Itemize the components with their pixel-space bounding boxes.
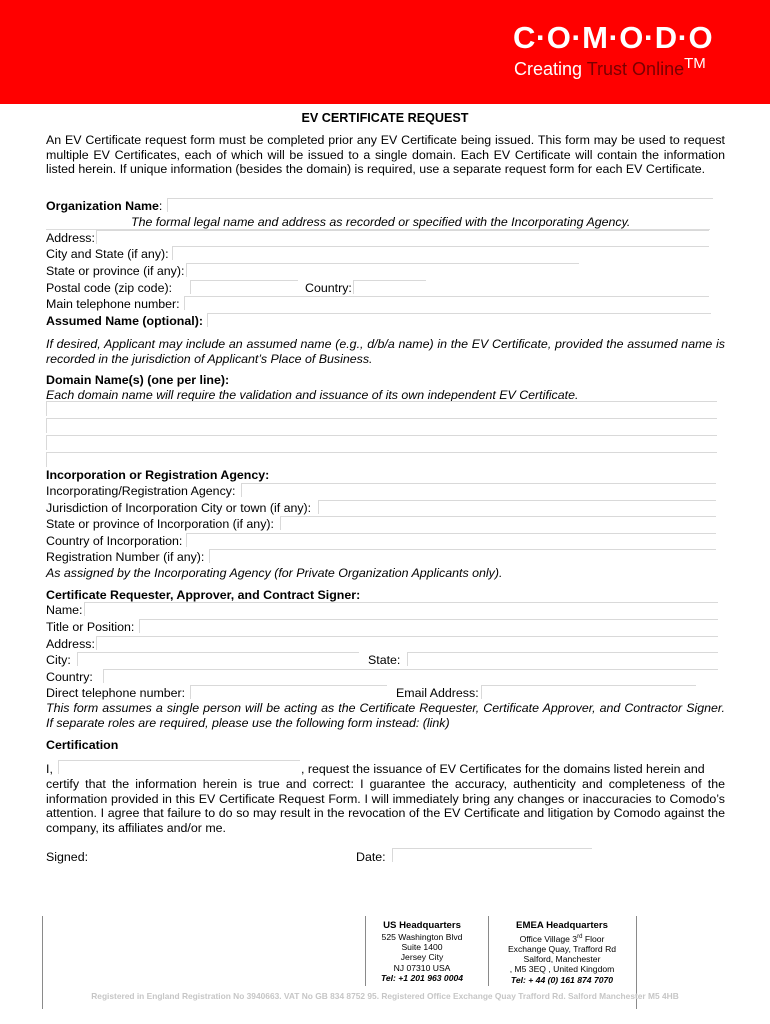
us-hq-line: 525 Washington Blvd	[381, 932, 463, 942]
form-title: EV CERTIFICATE REQUEST	[301, 111, 469, 125]
incorporation-heading: Incorporation or Registration Agency:	[46, 468, 270, 482]
requester-country-field[interactable]	[103, 669, 718, 683]
certification-body: certify that the information herein is true and correct: I guarantee the accuracy, authenticity and completeness of the information provided in this EV Certificate Request Form. I will immediately bring any changes or inaccuracies to Comodo’s attention. I agree that failure to do so may result in the revocation of the EV Certificate and litigation by Comodo against the company, its affiliates and/or me.	[46, 777, 725, 835]
header-banner	[0, 0, 770, 104]
direct-phone-label: Direct telephone number:	[46, 686, 186, 700]
certification-name-field[interactable]	[58, 760, 300, 774]
date-field[interactable]	[392, 848, 592, 862]
requester-state-field[interactable]	[407, 652, 718, 666]
incorporation-country-field[interactable]	[186, 533, 716, 547]
emea-hq-line: Office Village 3rd Floor	[519, 933, 605, 944]
registration-number-field[interactable]	[209, 549, 716, 563]
incorporation-province-label: State or province of Incorporation (if any):	[46, 517, 274, 531]
city-state-field[interactable]	[172, 246, 709, 260]
domain-field-1[interactable]	[46, 401, 717, 416]
emea-hq-tel: Tel: + 44 (0) 161 874 7070	[510, 974, 614, 985]
requester-city-field[interactable]	[77, 652, 359, 666]
domain-field-3[interactable]	[46, 435, 717, 450]
emea-hq-line: Salford, Manchester	[523, 954, 601, 965]
us-hq-line: Suite 1400	[401, 942, 443, 953]
requester-title-label: Title or Position:	[46, 620, 135, 634]
organization-name-field[interactable]	[167, 198, 713, 212]
us-hq-heading: US Headquarters	[383, 920, 461, 931]
incorporation-province-field[interactable]	[280, 516, 716, 530]
domain-field-2[interactable]	[46, 418, 717, 433]
postal-code-label: Postal code (zip code):	[46, 281, 173, 295]
us-hq-line: NJ 07310 USA	[393, 962, 451, 973]
requester-name-label: Name:	[46, 603, 83, 617]
comodo-logo: C·O·M·O·D·O	[513, 20, 714, 55]
address-label: Address:	[46, 231, 95, 245]
assumed-name-field[interactable]	[207, 313, 711, 327]
postal-code-field[interactable]	[190, 280, 298, 294]
assumed-name-label: Assumed Name (optional):	[46, 314, 203, 328]
agency-label: Incorporating/Registration Agency:	[46, 484, 236, 498]
requester-note: This form assumes a single person will be acting as the Certificate Requester, Certificate Approver, and Contractor Signer. If separate roles are required, please use the following form instead: (link)	[46, 701, 725, 730]
organization-heading: Organization Name:	[46, 199, 163, 213]
requester-country-label: Country:	[46, 670, 93, 684]
main-phone-field[interactable]	[184, 296, 709, 310]
jurisdiction-field[interactable]	[318, 500, 716, 514]
email-field[interactable]	[481, 685, 696, 699]
requester-city-label: City:	[46, 653, 71, 667]
us-headquarters	[347, 919, 497, 983]
registration-number-label: Registration Number (if any):	[46, 550, 205, 564]
requester-address-field[interactable]	[96, 636, 718, 650]
certification-i-label: I,	[46, 762, 53, 776]
requester-title-field[interactable]	[139, 619, 718, 633]
province-label: State or province (if any):	[46, 264, 185, 278]
country-field[interactable]	[353, 280, 426, 294]
tagline	[514, 55, 706, 80]
emea-headquarters	[487, 919, 637, 985]
tagline-creating: Creating	[514, 59, 587, 79]
organization-note: The formal legal name and address as recorded or specified with the Incorporating Agency.	[131, 215, 631, 229]
tagline-trademark: TM	[684, 55, 706, 72]
date-label: Date:	[356, 850, 386, 864]
emea-hq-line: Exchange Quay, Trafford Rd	[507, 944, 617, 955]
emea-hq-line: , M5 3EQ , United Kingdom	[509, 964, 615, 975]
domains-note: Each domain name will require the validation and issuance of its own independent EV Certificate.	[46, 388, 579, 402]
requester-heading: Certificate Requester, Approver, and Contract Signer:	[46, 588, 361, 602]
incorporation-note: As assigned by the Incorporating Agency (for Private Organization Applicants only).	[46, 566, 503, 580]
requester-address-label: Address:	[46, 637, 95, 651]
registration-watermark: Registered in England Registration No 3940663. VAT No GB 834 8752 95. Registered Office Exchange Quay Trafford Rd. Salford Manchester M5 4HB	[91, 991, 679, 1001]
jurisdiction-label: Jurisdiction of Incorporation City or town (if any):	[46, 501, 312, 515]
province-field[interactable]	[186, 263, 579, 277]
tagline-trust-online: Trust Online	[586, 59, 685, 79]
intro-paragraph: An EV Certificate request form must be completed prior any EV Certificate being issued. This form may be used to request multiple EV Certificates, each of which will be issued to a single domain. Each EV Certificate will contain the information listed herein. If unique information (besides the domain) is required, use a separate request form for each EV Certificate.	[46, 133, 725, 177]
certification-line1: , request the issuance of EV Certificates for the domains listed herein and	[301, 762, 705, 776]
main-phone-label: Main telephone number:	[46, 297, 180, 311]
address-field[interactable]	[96, 230, 709, 244]
agency-field[interactable]	[241, 483, 716, 497]
assumed-name-note: If desired, Applicant may include an assumed name (e.g., d/b/a name) in the EV Certificate, provided the assumed name is recorded in the jurisdiction of Applicant’s Place of Business.	[46, 337, 725, 366]
requester-state-label: State:	[368, 653, 401, 667]
domains-heading: Domain Name(s) (one per line):	[46, 373, 230, 387]
incorporation-country-label: Country of Incorporation:	[46, 534, 183, 548]
direct-phone-field[interactable]	[190, 685, 387, 699]
certification-heading: Certification	[46, 738, 119, 752]
domain-field-4[interactable]	[46, 452, 717, 467]
email-label: Email Address:	[396, 686, 479, 700]
signed-label: Signed:	[46, 850, 89, 864]
us-hq-line: Jersey City	[400, 952, 444, 963]
city-state-label: City and State (if any):	[46, 247, 169, 261]
us-hq-tel: Tel: +1 201 963 0004	[380, 972, 464, 983]
country-label: Country:	[305, 281, 352, 295]
requester-name-field[interactable]	[84, 602, 718, 616]
emea-hq-heading: EMEA Headquarters	[516, 920, 608, 931]
